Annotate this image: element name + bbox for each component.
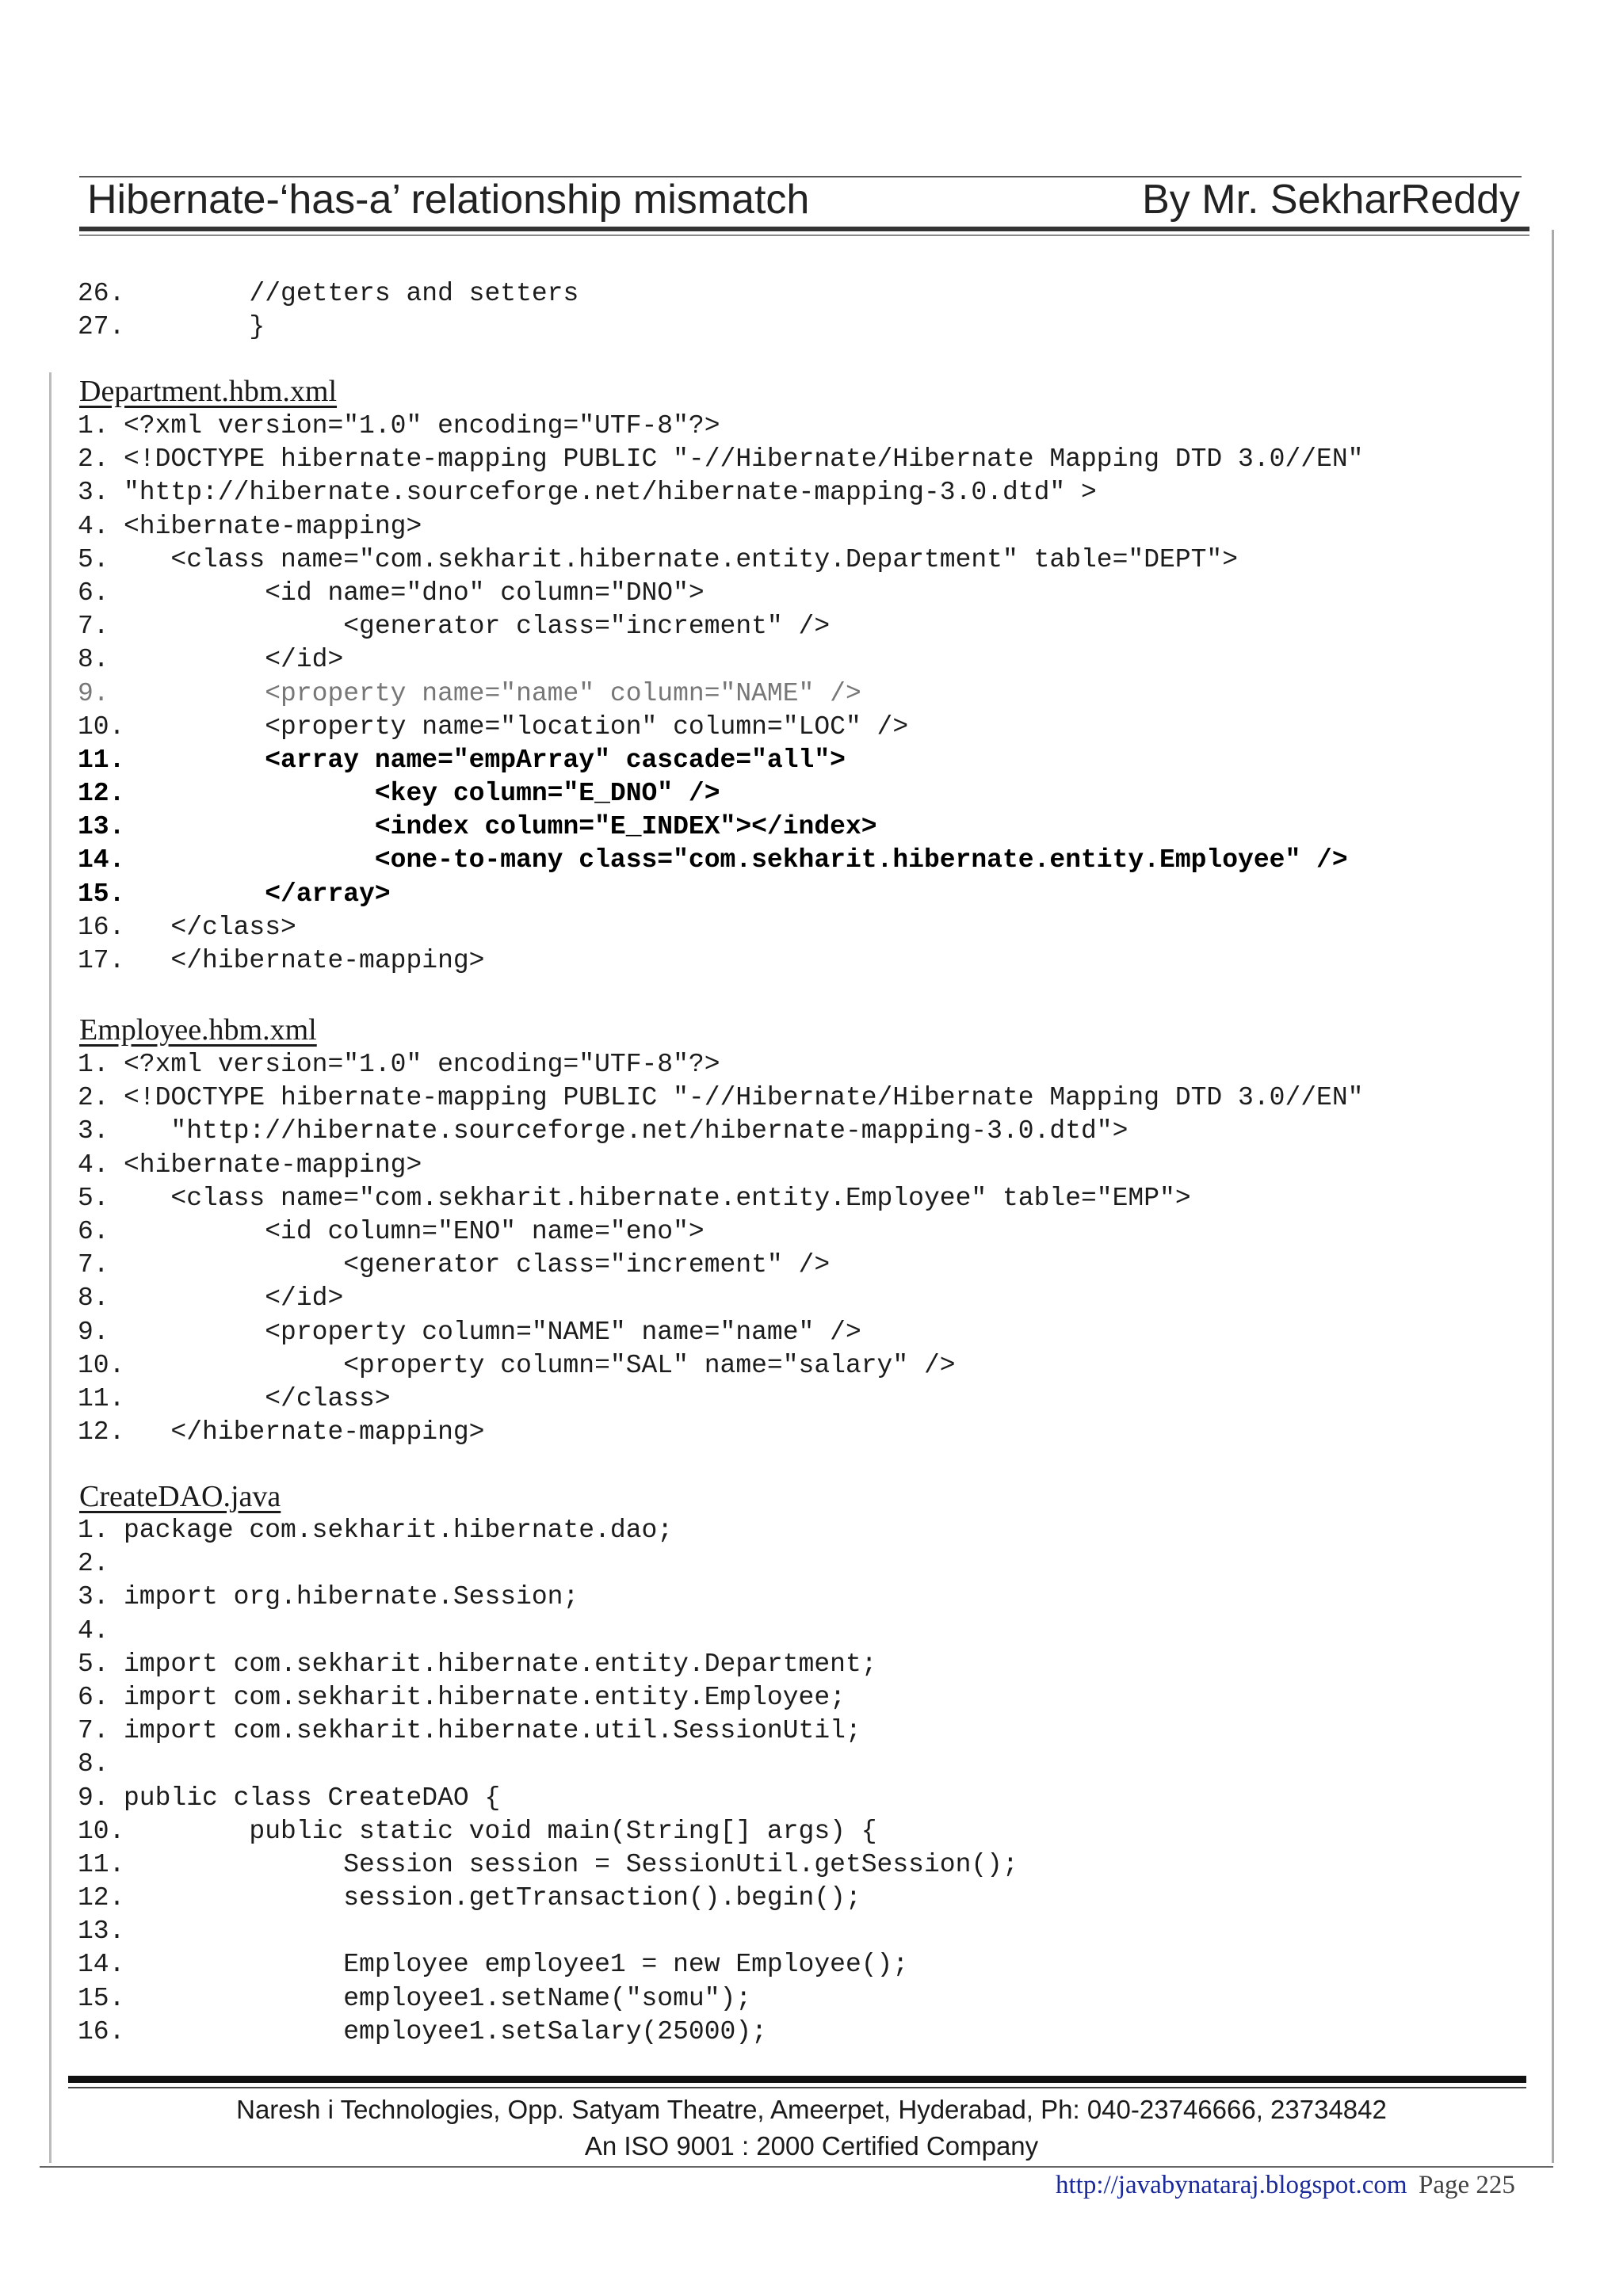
code-line bbox=[78, 1349, 1363, 1383]
code-line bbox=[78, 277, 579, 311]
line-number: 12. bbox=[78, 1883, 125, 1913]
line-number: 27. bbox=[78, 312, 125, 342]
code-line bbox=[78, 844, 1363, 877]
code-text: session.getTransaction().begin(); bbox=[124, 1883, 861, 1913]
code-line bbox=[78, 1048, 1363, 1081]
section-title-createdao: CreateDAO.java bbox=[79, 1480, 281, 1513]
code-text: <generator class="increment" /> bbox=[124, 1250, 831, 1280]
code-block-department-hbm bbox=[78, 410, 1363, 978]
code-line bbox=[78, 711, 1363, 744]
footer-rule-thin bbox=[68, 2087, 1526, 2088]
code-text: Session session = SessionUtil.getSession(); bbox=[124, 1849, 1018, 1879]
code-text: <key column="E_DNO" /> bbox=[124, 779, 720, 809]
header-rule bbox=[79, 227, 1529, 231]
line-number: 2. bbox=[78, 1083, 109, 1113]
code-text: } bbox=[124, 312, 265, 342]
code-text: </array> bbox=[124, 879, 391, 909]
line-number: 5. bbox=[78, 1649, 109, 1679]
code-line bbox=[78, 410, 1363, 443]
code-line bbox=[78, 1882, 1018, 1915]
code-line bbox=[78, 677, 1363, 711]
footer-certification: An ISO 9001 : 2000 Certified Company bbox=[584, 2131, 1039, 2161]
line-number: 11. bbox=[78, 1849, 125, 1879]
section-title-employee-hbm: Employee.hbm.xml bbox=[79, 1013, 317, 1047]
line-number: 1. bbox=[78, 1516, 109, 1545]
line-number: 8. bbox=[78, 1283, 109, 1314]
line-number: 8. bbox=[78, 645, 109, 675]
page-number: Page 225 bbox=[1419, 2171, 1515, 2199]
code-line bbox=[78, 1982, 1018, 2016]
line-number: 14. bbox=[78, 845, 125, 875]
code-text: </class> bbox=[124, 912, 296, 942]
code-line bbox=[78, 1316, 1363, 1349]
code-line bbox=[78, 1547, 1018, 1581]
line-number: 2. bbox=[78, 1549, 109, 1579]
line-number: 3. bbox=[78, 1582, 109, 1612]
code-line bbox=[78, 1848, 1018, 1882]
code-line bbox=[78, 810, 1363, 844]
footer-address: Naresh i Technologies, Opp. Satyam Theatre, Ameerpet, Hyderabad, Ph: 040-23746666, 23734842 bbox=[236, 2095, 1387, 2124]
line-number: 4. bbox=[78, 511, 109, 541]
code-line bbox=[78, 777, 1363, 810]
code-line bbox=[78, 643, 1363, 677]
code-text: <one-to-many class="com.sekharit.hibernate.entity.Employee" /> bbox=[124, 845, 1348, 875]
code-text: //getters and setters bbox=[124, 279, 579, 308]
section-title-department-hbm: Department.hbm.xml bbox=[79, 375, 338, 408]
code-text: <array name="empArray" cascade="all"> bbox=[124, 745, 846, 775]
code-block-employee-hbm bbox=[78, 1048, 1363, 1449]
code-text: <!DOCTYPE hibernate-mapping PUBLIC "-//Hibernate/Hibernate Mapping DTD 3.0//EN" bbox=[124, 1083, 1364, 1113]
code-text: public class CreateDAO { bbox=[124, 1783, 501, 1813]
code-text: </class> bbox=[124, 1383, 391, 1413]
code-line bbox=[78, 1615, 1018, 1648]
line-number: 12. bbox=[78, 1417, 125, 1447]
code-text: </id> bbox=[124, 645, 344, 675]
code-text: <property column="SAL" name="salary" /> bbox=[124, 1350, 956, 1380]
code-text: employee1.setSalary(25000); bbox=[124, 2016, 767, 2046]
code-line bbox=[78, 1115, 1363, 1148]
line-number: 11. bbox=[78, 745, 125, 775]
code-text: <hibernate-mapping> bbox=[124, 511, 422, 541]
code-text: import org.hibernate.Session; bbox=[124, 1582, 579, 1612]
code-line bbox=[78, 1948, 1018, 1981]
code-line bbox=[78, 1215, 1363, 1249]
line-number: 3. bbox=[78, 1116, 109, 1146]
code-text: import com.sekharit.hibernate.entity.Employee; bbox=[124, 1682, 846, 1712]
code-text: <generator class="increment" /> bbox=[124, 612, 831, 642]
line-number: 16. bbox=[78, 912, 125, 942]
code-line bbox=[78, 878, 1363, 911]
code-block-continuation bbox=[78, 277, 579, 344]
line-number: 9. bbox=[78, 1783, 109, 1813]
code-line bbox=[78, 911, 1363, 944]
code-text: </hibernate-mapping> bbox=[124, 946, 485, 975]
line-number: 10. bbox=[78, 711, 125, 742]
footer-url-link[interactable]: http://javabynataraj.blogspot.com bbox=[1056, 2171, 1407, 2199]
code-text: </hibernate-mapping> bbox=[124, 1417, 485, 1447]
line-number: 5. bbox=[78, 544, 109, 574]
code-text: "http://hibernate.sourceforge.net/hibernate-mapping-3.0.dtd" > bbox=[124, 478, 1097, 508]
code-line bbox=[78, 1383, 1363, 1416]
code-line bbox=[78, 1081, 1363, 1115]
line-number: 3. bbox=[78, 478, 109, 508]
line-number: 8. bbox=[78, 1749, 109, 1779]
code-line bbox=[78, 1815, 1018, 1848]
line-number: 10. bbox=[78, 1816, 125, 1846]
code-text: <property name="location" column="LOC" /> bbox=[124, 711, 909, 742]
line-number: 10. bbox=[78, 1350, 125, 1380]
header-rule-thin bbox=[79, 235, 1529, 236]
code-text: employee1.setName("somu"); bbox=[124, 1983, 752, 2013]
line-number: 4. bbox=[78, 1150, 109, 1180]
code-text: "http://hibernate.sourceforge.net/hibernate-mapping-3.0.dtd"> bbox=[124, 1116, 1128, 1146]
line-number: 1. bbox=[78, 411, 109, 441]
code-line bbox=[78, 1182, 1363, 1215]
code-line bbox=[78, 1748, 1018, 1781]
code-line bbox=[78, 1249, 1363, 1282]
line-number: 26. bbox=[78, 279, 125, 308]
code-line bbox=[78, 311, 579, 344]
code-line bbox=[78, 744, 1363, 777]
code-line bbox=[78, 476, 1363, 509]
line-number: 7. bbox=[78, 1250, 109, 1280]
footer-rule-thick bbox=[68, 2076, 1526, 2083]
code-line bbox=[78, 2016, 1018, 2049]
line-number: 12. bbox=[78, 779, 125, 809]
line-number: 11. bbox=[78, 1383, 125, 1413]
code-text: import com.sekharit.hibernate.entity.Department; bbox=[124, 1649, 877, 1679]
code-text: <hibernate-mapping> bbox=[124, 1150, 422, 1180]
line-number: 9. bbox=[78, 678, 109, 708]
code-line bbox=[78, 443, 1363, 476]
line-number: 2. bbox=[78, 444, 109, 475]
code-text: import com.sekharit.hibernate.util.SessionUtil; bbox=[124, 1716, 861, 1746]
code-line bbox=[78, 1714, 1018, 1748]
line-number: 6. bbox=[78, 1682, 109, 1712]
footer-box-rule bbox=[40, 2166, 1553, 2168]
page-frame-right bbox=[1552, 230, 1554, 2163]
code-text: <?xml version="1.0" encoding="UTF-8"?> bbox=[124, 411, 720, 441]
code-line bbox=[78, 1416, 1363, 1449]
code-text: public static void main(String[] args) { bbox=[124, 1816, 877, 1846]
page-title: Hibernate-‘has-a’ relationship mismatch bbox=[87, 177, 810, 223]
line-number: 5. bbox=[78, 1183, 109, 1213]
code-line bbox=[78, 1782, 1018, 1815]
code-line bbox=[78, 1681, 1018, 1714]
code-text: <property name="name" column="NAME" /> bbox=[124, 678, 861, 708]
code-text: <?xml version="1.0" encoding="UTF-8"?> bbox=[124, 1050, 720, 1079]
code-text: </id> bbox=[124, 1283, 344, 1314]
line-number: 17. bbox=[78, 946, 125, 975]
code-text: <class name="com.sekharit.hibernate.entity.Department" table="DEPT"> bbox=[124, 544, 1239, 574]
code-line bbox=[78, 610, 1363, 643]
line-number: 14. bbox=[78, 1950, 125, 1980]
code-line bbox=[78, 1282, 1363, 1315]
code-line bbox=[78, 577, 1363, 610]
line-number: 1. bbox=[78, 1050, 109, 1079]
line-number: 4. bbox=[78, 1615, 109, 1646]
code-line bbox=[78, 1514, 1018, 1547]
line-number: 13. bbox=[78, 812, 125, 842]
code-line bbox=[78, 1915, 1018, 1948]
code-text: <id name="dno" column="DNO"> bbox=[124, 578, 705, 608]
code-text: <id column="ENO" name="eno"> bbox=[124, 1216, 705, 1246]
line-number: 9. bbox=[78, 1317, 109, 1347]
code-block-createdao bbox=[78, 1514, 1018, 2049]
author-credit: By Mr. SekharReddy bbox=[1142, 177, 1520, 223]
code-line bbox=[78, 510, 1363, 543]
code-text: Employee employee1 = new Employee(); bbox=[124, 1950, 909, 1980]
code-text: <class name="com.sekharit.hibernate.entity.Employee" table="EMP"> bbox=[124, 1183, 1191, 1213]
code-text: <index column="E_INDEX"></index> bbox=[124, 812, 877, 842]
code-line bbox=[78, 1648, 1018, 1681]
line-number: 6. bbox=[78, 1216, 109, 1246]
code-line bbox=[78, 944, 1363, 978]
line-number: 6. bbox=[78, 578, 109, 608]
code-text: <!DOCTYPE hibernate-mapping PUBLIC "-//Hibernate/Hibernate Mapping DTD 3.0//EN" bbox=[124, 444, 1364, 475]
line-number: 15. bbox=[78, 879, 125, 909]
code-text: <property column="NAME" name="name" /> bbox=[124, 1317, 861, 1347]
page-frame-left bbox=[49, 372, 52, 2163]
code-line bbox=[78, 1581, 1018, 1614]
code-line bbox=[78, 543, 1363, 577]
line-number: 7. bbox=[78, 612, 109, 642]
line-number: 16. bbox=[78, 2016, 125, 2046]
line-number: 7. bbox=[78, 1716, 109, 1746]
line-number: 13. bbox=[78, 1917, 125, 1947]
code-line bbox=[78, 1149, 1363, 1182]
line-number: 15. bbox=[78, 1983, 125, 2013]
code-text: package com.sekharit.hibernate.dao; bbox=[124, 1516, 674, 1545]
